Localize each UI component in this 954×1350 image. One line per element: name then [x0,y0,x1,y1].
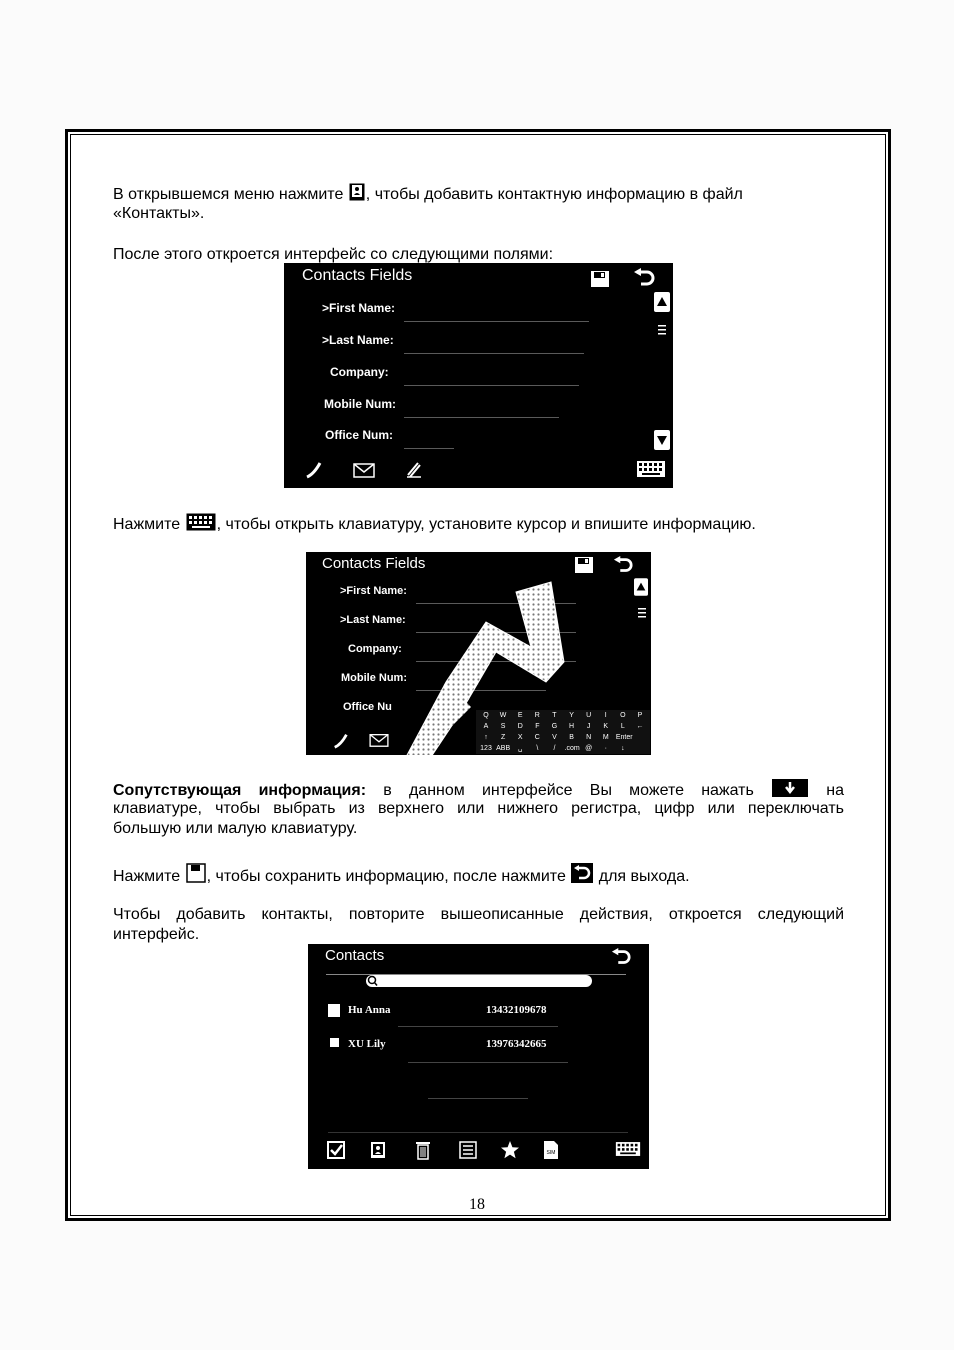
key[interactable]: L [620,723,625,730]
key[interactable]: ␣ [517,745,523,752]
company-label: Company: [348,643,402,655]
contacts-fields-screen [284,263,673,488]
first-name-field[interactable] [404,321,589,322]
key[interactable]: G [551,723,558,730]
keyboard-icon[interactable] [615,1140,641,1158]
search-icon [366,975,380,987]
key[interactable]: F [535,723,540,730]
last-name-label: >Last Name: [322,333,394,347]
back-icon [571,863,593,883]
paragraph-6-line2: интерфейс. [113,926,200,943]
key[interactable]: Z [500,734,506,741]
message-icon[interactable] [352,461,376,479]
screen-title: Contacts [325,947,385,964]
edit-icon[interactable] [404,459,424,479]
contacts-list-screen [308,944,649,1169]
key[interactable] [633,732,647,743]
key[interactable]: W [499,712,507,719]
key[interactable]: 123 [480,745,492,752]
key[interactable]: T [552,712,557,719]
paragraph-5: Нажмите , чтобы сохранить информацию, после нажмите для выхода. [113,863,690,887]
key[interactable]: · [604,745,607,752]
key[interactable]: X [517,734,523,741]
paragraph-3: Нажмите , чтобы открыть клавиатуру, установите курсор и впишите информацию. [113,513,756,535]
mobile-num-field[interactable] [404,417,559,418]
scroll-up-icon[interactable] [634,578,648,596]
key[interactable]: K [603,723,609,730]
search-input[interactable] [366,975,592,987]
paragraph-4-line3: большую или малую клавиатуру. [113,820,358,837]
key[interactable]: Y [569,712,574,719]
sim-card-icon[interactable] [542,1140,560,1160]
list-icon[interactable] [458,1140,478,1160]
paragraph-4-line2: клавиатуре, чтобы выбрать из верхнего или нижнего регистра, цифр или переключать [113,800,844,817]
paragraph-6-line1: Чтобы добавить контакты, повторите вышеописанные действия, откроется следующий [113,906,844,923]
key[interactable]: I [604,712,607,719]
save-icon[interactable] [590,270,610,288]
key[interactable]: M [602,734,609,741]
key[interactable]: B [569,734,574,741]
first-name-label: >First Name: [340,585,407,597]
back-icon[interactable] [610,948,632,968]
contact-name: Hu Anna [348,1004,391,1016]
select-all-icon[interactable] [326,1140,346,1160]
office-num-label: Office Num: [325,428,394,442]
last-name-label: >Last Name: [340,614,406,626]
case-switch-key-icon [772,779,808,797]
phone-icon[interactable] [332,732,350,750]
company-field[interactable] [404,385,579,386]
contact-checkbox[interactable] [328,1004,340,1017]
sim-label: SIM [546,1150,556,1156]
last-name-field[interactable] [404,353,584,354]
keyboard-icon [186,513,216,531]
first-name-label: >First Name: [322,301,396,315]
key[interactable]: .com [564,745,580,752]
scroll-up-icon[interactable] [654,292,670,312]
back-icon[interactable] [632,268,656,290]
scroll-handle-icon[interactable] [657,323,667,337]
key[interactable]: D [517,723,523,730]
on-screen-keyboard [476,710,650,754]
contact-checkbox[interactable] [330,1038,339,1047]
star-icon[interactable] [500,1140,520,1160]
key[interactable] [633,743,647,754]
mobile-num-label: Mobile Num: [324,397,396,411]
row-divider [398,1026,558,1027]
add-contact-icon [349,183,365,201]
keyboard-icon[interactable] [636,459,666,479]
key[interactable]: Enter [615,734,633,741]
key[interactable]: @ [585,745,593,752]
key[interactable]: ↓ [621,745,625,752]
key[interactable]: R [534,712,540,719]
page-number: 18 [469,1196,485,1213]
key[interactable]: Q [483,712,489,719]
key[interactable]: ← [636,723,644,730]
toolbar-divider [328,1132,628,1133]
scroll-handle-icon[interactable] [637,606,647,620]
key[interactable]: ↑ [484,734,488,741]
screen-title: Contacts Fields [302,267,413,284]
office-num-label: Office Nu [343,701,392,713]
key[interactable]: A [483,723,489,730]
office-num-field[interactable] [404,448,454,449]
key[interactable]: H [569,723,575,730]
key[interactable]: E [517,712,523,719]
key[interactable]: S [500,723,506,730]
contact-number: 13976342665 [486,1038,547,1050]
save-icon [186,863,206,883]
key[interactable]: U [586,712,592,719]
message-icon[interactable] [368,732,390,748]
key[interactable]: / [553,745,556,752]
contacts-fields-keyboard-screen [306,552,651,755]
paragraph-1: В открывшемся меню нажмите , чтобы добавить контактную информацию в файл [113,183,743,205]
delete-icon[interactable] [414,1140,432,1160]
key[interactable]: \ [536,745,539,752]
row-divider [408,1062,568,1063]
mobile-num-label: Mobile Num: [341,672,407,684]
key[interactable]: P [637,712,643,719]
key[interactable]: J [586,723,591,730]
contact-number: 13432109678 [486,1004,547,1016]
paragraph-2: После этого откроется интерфейс со следующими полями: [113,246,554,263]
key[interactable]: O [620,712,626,719]
row-divider [428,1098,528,1099]
contact-name: XU Lily [348,1038,386,1050]
company-label: Company: [330,365,389,379]
scroll-down-icon[interactable] [654,430,670,450]
paragraph-4-line1: Сопутствующая информация: в данном интерфейсе Вы можете нажать на [113,779,844,801]
screen-title: Contacts Fields [322,555,426,572]
phone-icon[interactable] [304,460,324,480]
key[interactable]: ABB [496,745,511,752]
key[interactable]: C [534,734,540,741]
key[interactable]: N [586,734,592,741]
add-contact-icon[interactable] [370,1140,386,1160]
back-icon[interactable] [612,556,634,576]
paragraph-1-line2: «Контакты». [113,205,205,222]
key[interactable]: V [552,734,557,741]
